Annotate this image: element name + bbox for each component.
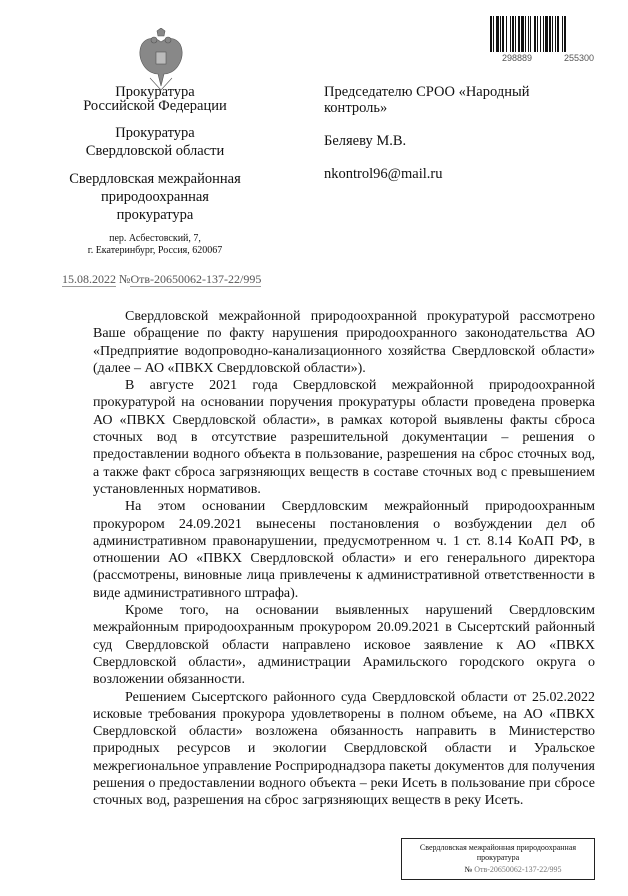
sender-line: природоохранная bbox=[101, 189, 209, 205]
sender-line: Российской Федерации bbox=[83, 98, 227, 114]
barcode-right-number: 255300 bbox=[563, 53, 594, 63]
sender-address bbox=[40, 233, 270, 257]
recipient-email: nkontrol96@mail.ru bbox=[324, 166, 443, 182]
sender-line: Свердловской области bbox=[85, 143, 225, 159]
stamp-line: прокуратура bbox=[476, 853, 520, 862]
stamp-number-prefix: № bbox=[464, 865, 473, 874]
recipient-name: Беляеву М.В. bbox=[324, 133, 407, 149]
barcode-bars bbox=[490, 16, 602, 52]
registration-date: 15.08.2022 bbox=[62, 272, 116, 286]
letter-body bbox=[93, 308, 595, 810]
registration-stamp bbox=[401, 838, 595, 880]
address-line: пер. Асбестовский, 7, bbox=[109, 233, 201, 244]
sender-line: Свердловская межрайонная bbox=[69, 171, 241, 187]
sender-line: Прокуратура bbox=[115, 84, 195, 100]
registration-line bbox=[62, 272, 261, 286]
recipient-title: Председателю СРОО «Народный контроль» bbox=[324, 84, 530, 116]
registration-number: Отв-20650062-137-22/995 bbox=[130, 272, 262, 286]
body-paragraph: Свердловской межрайонной природоохранной прокуратурой рассмотрено Ваше обращение по факту нарушения природоохранного законодательства АО «Предприятие водопроводно-канализационного хозяйства Свердловской области» (далее – АО «ПВКХ Свердловской области»). bbox=[93, 309, 595, 376]
body-paragraph: Кроме того, на основании выявленных нарушений Свердловским межрайонным природоохранным прокурором 20.09.2021 в Сысертский районный суд Свердловской области направлено исковое заявление к АО «ПВКХ Свердловской области», администрации Арамильского городского округа о возложении обязанности. bbox=[93, 603, 595, 688]
stamp-number: Отв-20650062-137-22/995 bbox=[474, 865, 562, 874]
sender-line: Прокуратура bbox=[115, 125, 195, 141]
body-paragraph: На этом основании Свердловским межрайонный природоохранным прокурором 24.09.2021 вынесены постановления о возбуждении дел об административном правонарушении, предусмотренном ч. 1 ст. 8.14 КоАП РФ, в отношении АО «ПВКХ Свердловской области» и его генерального директора (рассмотрены, виновные лица привлечены к административной ответственности в виде административного штрафа). bbox=[93, 499, 595, 601]
body-paragraph: Решением Сысертского районного суда Свердловской области от 25.02.2022 исковые требования прокурора удовлетворены в полном объеме, на АО «ПВКХ Свердловской области» возложена обязанность направить в Министерство природных ресурсов и экологии Свердловской области и Уральское межрегиональное управление Росприроднадзора пакеты документов для получения решения о предоставлении водного объекта – реки Исеть в пользование при сбросе сточных вод, разрешения на сброс загрязняющих веществ в реку Исеть. bbox=[93, 689, 595, 809]
stamp-line: Свердловская межрайонная природоохранная bbox=[419, 843, 577, 852]
registration-number-prefix: № bbox=[119, 272, 131, 286]
sender-block bbox=[40, 84, 270, 224]
recipient-block bbox=[324, 84, 584, 199]
address-line: г. Екатеринбург, Россия, 620067 bbox=[87, 245, 223, 256]
barcode-left-number: 298889 bbox=[502, 53, 533, 63]
barcode-bar bbox=[566, 16, 567, 52]
barcode bbox=[490, 16, 602, 63]
body-paragraph: В августе 2021 года Свердловской межрайонной природоохранной прокуратурой на основании поручения прокуратуры области проведена проверка АО «ПВКХ Свердловской области», в рамках которой выявлены факты сброса сточных вод в отсутствие разрешительной документации – решения о предоставлении водного объекта в пользование, разрешения на сброс сточных вод, а также факт сброса загрязняющих веществ в составе сточных вод с превышением установленных нормативов. bbox=[93, 378, 595, 497]
coat-of-arms-emblem bbox=[134, 28, 188, 92]
sender-line: прокуратура bbox=[116, 207, 194, 223]
